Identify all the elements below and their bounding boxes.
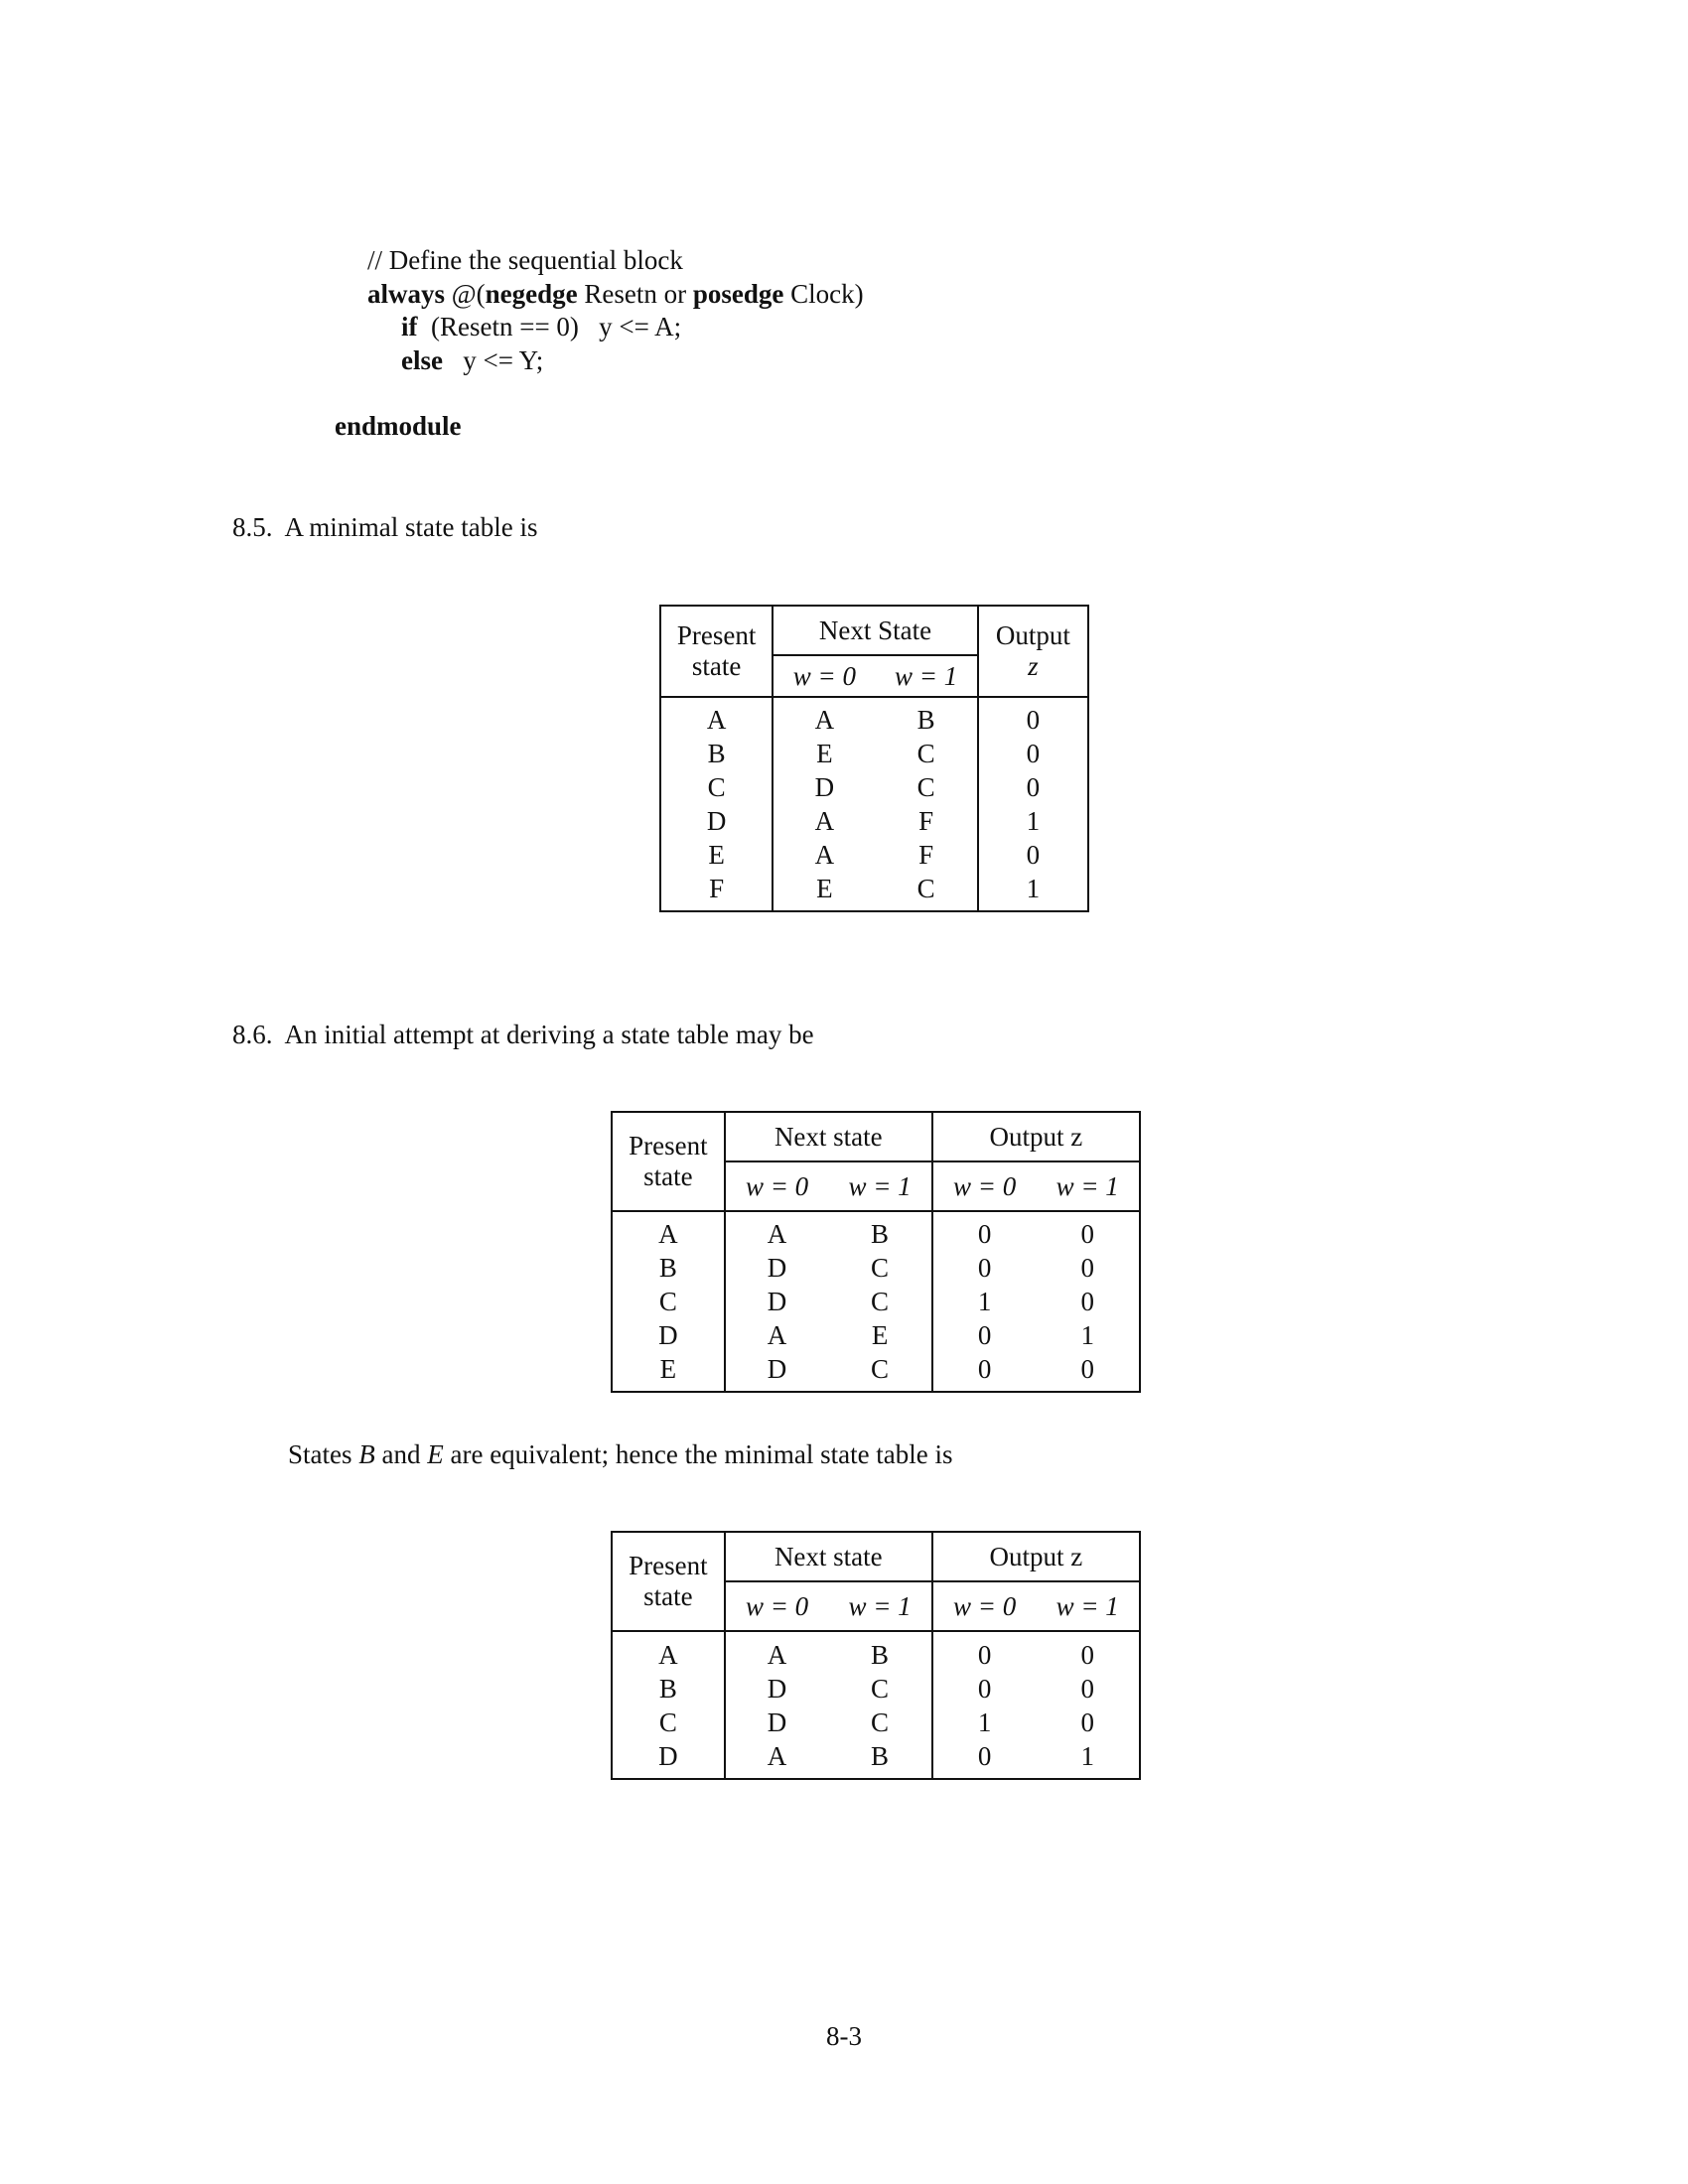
code-comment: // Define the sequential block [367,245,683,275]
next-state-cell: A [767,1639,787,1670]
next-state-cell: A [814,840,835,870]
next-state-cell: B [871,1219,890,1249]
present-state-column [612,1631,725,1779]
present-state-cell: A [658,1639,678,1670]
code-always-line [367,281,864,308]
state-label: state [643,1161,693,1191]
next-state-cell: F [918,806,934,836]
next-state-cell: A [767,1219,787,1249]
next-state-cell: A [814,806,835,836]
present-state-cell: E [659,1354,677,1384]
output-w1-column [1036,1211,1140,1392]
output-cell: 0 [1026,739,1041,768]
output-cell: 0 [1080,1287,1094,1316]
output-cell: 0 [1026,705,1041,735]
if-body: (Resetn == 0) y <= A; [417,312,682,341]
w1-header: w = 1 [1036,1581,1140,1631]
output-cell: 0 [1080,1253,1094,1283]
output-cell: 1 [1026,806,1041,836]
output-cell: 0 [1080,1639,1094,1670]
output-label: Output z [989,1121,1083,1152]
present-state-cell: C [658,1287,677,1316]
state-label: state [643,1581,693,1611]
output-cell: 1 [1026,874,1041,903]
if-keyword: if [401,312,418,341]
output-cell: 0 [1080,1673,1094,1704]
next-state-cell: C [871,1706,890,1737]
next-state-cell: C [871,1673,890,1704]
present-state-header [612,1112,725,1211]
posedge-keyword: posedge [692,279,784,309]
equiv-text: States [288,1439,359,1469]
else-keyword: else [401,345,443,375]
next-state-cell: B [871,1740,890,1771]
next-state-cell: D [767,1287,787,1316]
next-state-cell: E [816,739,833,768]
next-state-cell: A [814,705,835,735]
next-w0-column [773,697,875,911]
present-state-column [612,1211,725,1392]
next-state-cell: B [871,1639,890,1670]
state-e-symbol: E [427,1439,444,1469]
next-state-cell: C [871,1253,890,1283]
output-cell: 1 [1080,1320,1094,1350]
always-keyword: always [367,279,446,309]
present-state-header [612,1532,725,1631]
output-column [978,697,1088,911]
output-cell: 0 [1080,1219,1094,1249]
next-state-cell: A [767,1320,787,1350]
section-8-6-text: 8.6. An initial attempt at deriving a state table may be [232,1020,814,1049]
present-state-cell: C [658,1706,677,1737]
code-else-line [401,347,543,374]
present-state-cell: D [658,1320,678,1350]
next-w0-column [725,1631,829,1779]
present-state-cell: B [707,739,726,768]
output-cell: 0 [977,1219,992,1249]
next-w0-column [725,1211,829,1392]
next-state-cell: D [767,1354,787,1384]
output-header [978,606,1088,697]
next-state-cell: C [916,874,935,903]
output-w1-column [1036,1631,1140,1779]
present-state-cell: F [709,874,725,903]
next-state-cell: C [871,1354,890,1384]
state-label: state [691,651,742,681]
output-label: Output [995,619,1070,650]
output-cell: 0 [1026,840,1041,870]
present-state-cell: D [706,806,727,836]
output-cell: 0 [977,1639,992,1670]
equiv-text: and [374,1439,428,1469]
w1-header: w = 1 [828,1581,932,1631]
negedge-keyword: negedge [485,279,578,309]
next-w1-column [828,1631,932,1779]
output-cell: 1 [1080,1740,1094,1771]
w0-header: w = 0 [932,1161,1037,1211]
next-state-cell: D [814,772,835,802]
output-cell: 0 [977,1354,992,1384]
output-z-header [932,1112,1140,1161]
output-cell: 0 [1080,1354,1094,1384]
equivalence-statement [288,1441,953,1468]
present-state-cell: B [658,1673,677,1704]
next-state-cell: B [916,705,935,735]
present-label: Present [676,619,757,650]
next-state-cell: C [916,739,935,768]
w0-header: w = 0 [725,1161,829,1211]
next-state-cell: C [871,1287,890,1316]
output-w0-column [932,1211,1037,1392]
page-number: 8-3 [826,2021,862,2051]
present-state-cell: A [658,1219,678,1249]
w0-header: w = 0 [932,1581,1037,1631]
next-state-header: Next state [725,1112,932,1161]
present-state-cell: B [658,1253,677,1283]
next-w1-column [876,697,978,911]
next-state-cell: E [871,1320,889,1350]
output-cell: 1 [977,1706,992,1737]
endmodule-keyword: endmodule [335,411,462,441]
output-cell: 0 [977,1320,992,1350]
w1-header: w = 1 [876,655,978,697]
w0-header: w = 0 [773,655,875,697]
present-state-cell: D [658,1740,678,1771]
else-body: y <= Y; [442,345,544,375]
next-state-cell: E [816,874,833,903]
output-cell: 0 [977,1253,992,1283]
next-w1-column [828,1211,932,1392]
output-cell: 0 [1026,772,1041,802]
output-cell: 0 [1080,1706,1094,1737]
w1-header: w = 1 [1036,1161,1140,1211]
present-label: Present [629,1130,708,1160]
always-paren: @( [445,279,486,309]
state-table-8-5 [659,605,1089,912]
next-state-cell: F [918,840,934,870]
next-state-header: Next state [725,1532,932,1581]
w1-header: w = 1 [828,1161,932,1211]
state-table-8-6-minimal [611,1531,1141,1780]
resetn-or: Resetn or [577,279,693,309]
output-label: Output z [989,1541,1083,1571]
w0-header: w = 0 [725,1581,829,1631]
section-8-5-text: 8.5. A minimal state table is [232,512,538,542]
output-cell: 0 [977,1740,992,1771]
present-state-cell: A [706,705,727,735]
next-state-cell: D [767,1673,787,1704]
next-state-cell: A [767,1740,787,1771]
present-state-column [660,697,773,911]
output-z-label: z [1028,651,1039,681]
output-cell: 0 [977,1673,992,1704]
output-cell: 1 [977,1287,992,1316]
state-table-8-6-initial [611,1111,1141,1393]
present-state-cell: C [707,772,726,802]
state-b-symbol: B [358,1439,375,1469]
output-z-header [932,1532,1140,1581]
next-state-cell: C [916,772,935,802]
next-state-header: Next State [773,606,978,655]
output-w0-column [932,1631,1037,1779]
code-if-line [401,314,681,341]
present-state-header [660,606,773,697]
next-state-cell: D [767,1706,787,1737]
next-state-cell: D [767,1253,787,1283]
equiv-text: are equivalent; hence the minimal state table is [443,1439,953,1469]
present-label: Present [629,1550,708,1580]
clock-paren: Clock) [783,279,864,309]
present-state-cell: E [708,840,725,870]
